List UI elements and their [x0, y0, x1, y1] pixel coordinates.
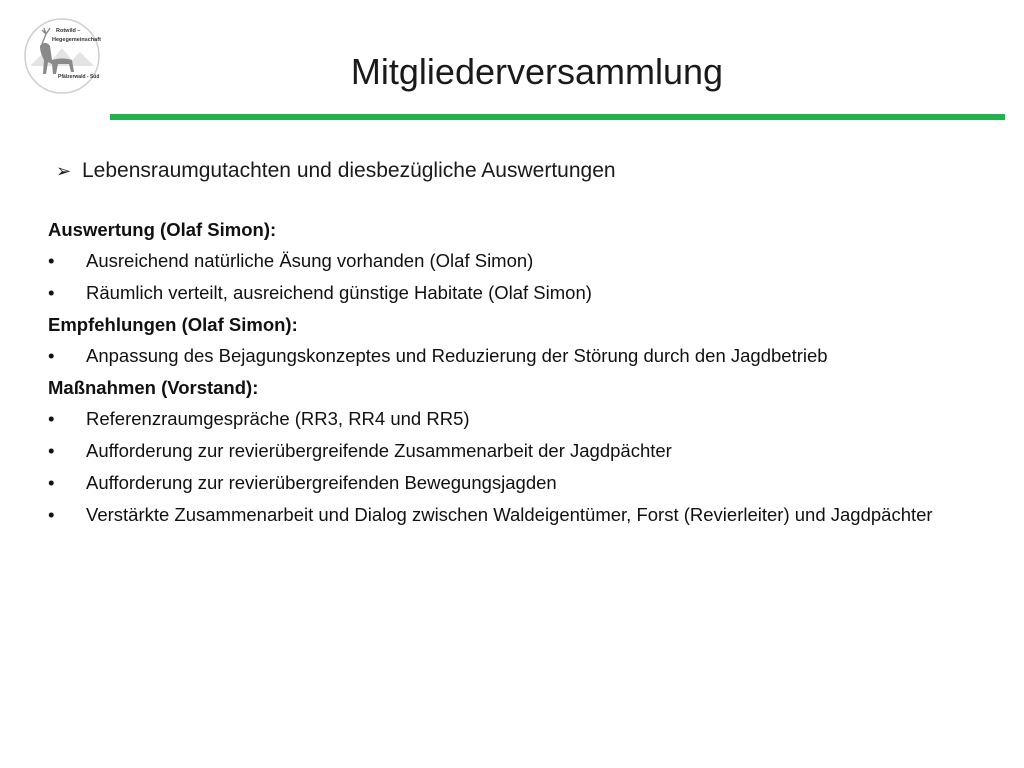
list-item-text: Verstärkte Zusammenarbeit und Dialog zwischen Waldeigentümer, Forst (Revierleiter) und Jagdpächter: [86, 504, 933, 525]
list-item-text: Räumlich verteilt, ausreichend günstige Habitate (Olaf Simon): [86, 282, 592, 303]
svg-text:Pfälzerwald - Süd: Pfälzerwald - Süd: [58, 74, 100, 80]
section-heading-massnahmen: Maßnahmen (Vorstand):: [48, 377, 259, 398]
bullet-icon: •: [48, 408, 55, 429]
list-item-text: Referenzraumgespräche (RR3, RR4 und RR5): [86, 408, 470, 429]
list-item: [48, 248, 978, 273]
svg-text:Rotwild –: Rotwild –: [56, 28, 81, 34]
list-item: [48, 438, 978, 463]
subtitle: [56, 156, 616, 186]
bullet-icon: •: [48, 250, 55, 271]
section-heading-auswertung: Auswertung (Olaf Simon):: [48, 219, 277, 240]
list-item: [48, 280, 978, 305]
arrow-bullet-icon: ➢: [56, 160, 72, 181]
bullet-icon: •: [48, 440, 55, 461]
list-item: [48, 502, 978, 527]
section-heading-empfehlungen: Empfehlungen (Olaf Simon):: [48, 314, 298, 335]
bullet-icon: •: [48, 472, 55, 493]
bullet-icon: •: [48, 345, 55, 366]
bullet-icon: •: [48, 504, 55, 525]
list-item-text: Aufforderung zur revierübergreifenden Bewegungsjagden: [86, 472, 557, 493]
list-item-text: Ausreichend natürliche Äsung vorhanden (Olaf Simon): [86, 250, 534, 271]
bullet-icon: •: [48, 282, 55, 303]
slide-content: [48, 215, 978, 534]
list-item-text: Anpassung des Bejagungskonzeptes und Reduzierung der Störung durch den Jagdbetrieb: [86, 345, 828, 366]
list-item: [48, 406, 978, 431]
list-item: [48, 343, 978, 368]
slide-title: Mitgliederversammlung: [350, 51, 724, 92]
list-item: [48, 470, 978, 495]
title-divider: [110, 114, 1005, 120]
svg-text:Hegegemeinschaft: Hegegemeinschaft: [52, 37, 101, 43]
list-item-text: Aufforderung zur revierübergreifende Zusammenarbeit der Jagdpächter: [86, 440, 672, 461]
subtitle-text: Lebensraumgutachten und diesbezügliche Auswertungen: [82, 159, 616, 182]
